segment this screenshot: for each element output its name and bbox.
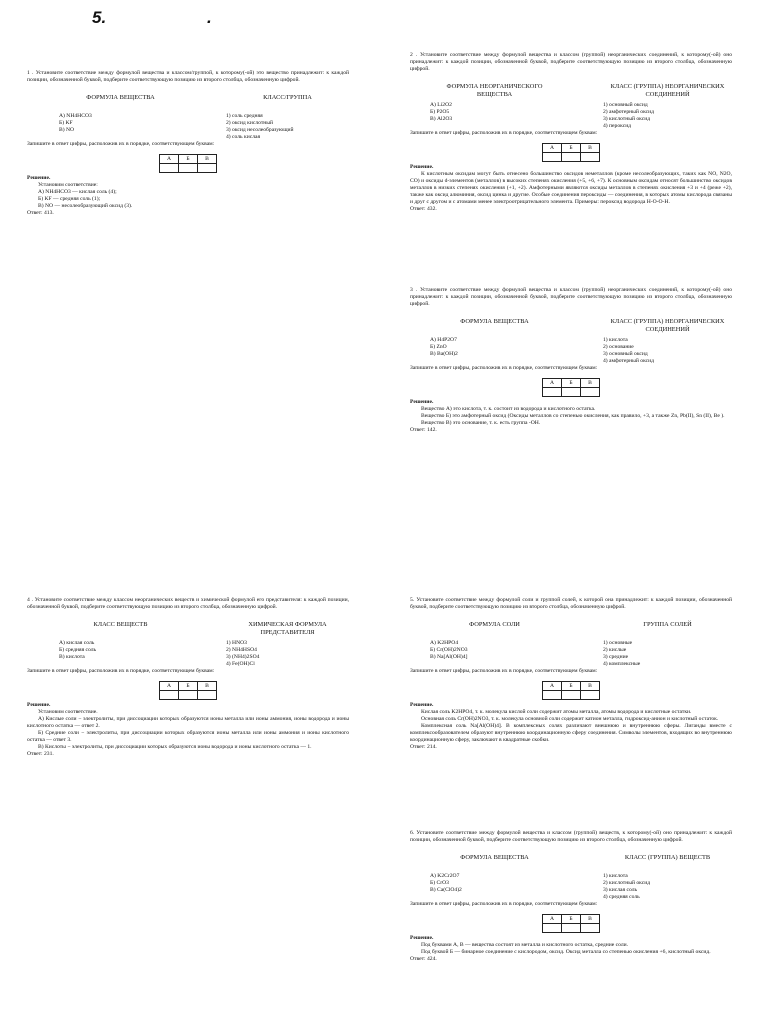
solution-line: А) NH4HCO3 — кислая соль (4); xyxy=(38,189,117,195)
answer-table xyxy=(542,378,600,397)
solution-heading: Решение. xyxy=(410,702,434,708)
answer-line: Ответ: 142. xyxy=(410,427,437,433)
answer-blank-cell xyxy=(581,691,600,700)
answer-letter-cell: Б xyxy=(179,682,198,691)
answer-blank-cell xyxy=(543,691,562,700)
answer-letters-row xyxy=(160,155,217,164)
left-column-heading: ФОРМУЛА ВЕЩЕСТВА xyxy=(460,318,529,325)
answer-blank-cell xyxy=(543,388,562,397)
left-column xyxy=(27,94,182,141)
answer-letters-row xyxy=(543,379,600,388)
answer-input-row xyxy=(160,164,217,173)
left-item: В) Na[Al(OH)4] xyxy=(430,654,468,660)
left-column xyxy=(410,318,559,365)
left-item: Б) ZnO xyxy=(430,344,447,350)
solution-line: К кислотным оксидам могут быть отнесено большинство оксидов неметаллов (кроме несолеобразующих, таких как NO, N2O, CO) и оксиды d-элементов (металлов) в высоких степенях окисления (+5, +6, +7). К основным оксидам относят большинство оксидов металлов в низких степенях окисления (+1, +2). Амфотерными являются оксиды металлов в степенях окисления +3 и +4 (реже +2), также как оксид алюминия, оксид цинка и другие. Особые соединения пероксиды — соединения, в которых атомы кислорода связаны и друг с другом и с атомами менее электроотрицательного элемента. Примеры: пероксид водорода H-O-O-H. xyxy=(410,171,732,205)
answer-blank-cell xyxy=(581,388,600,397)
match-columns xyxy=(410,621,732,668)
right-item: 4) пероксид xyxy=(603,123,632,129)
task-intro: 5. Установите соответствие между формулой соли и группой солей, к которой она принадлежит: к каждой позиции, обозначенной буквой, подберите соответствующую позицию из второго столбца, обозначенную цифрой. xyxy=(410,597,732,610)
answer-letter-cell: В xyxy=(198,682,217,691)
answer-table xyxy=(542,914,600,933)
right-column-heading: КЛАСС (ГРУППА) НЕОРГАНИЧЕСКИХ СОЕДИНЕНИЙ xyxy=(610,318,725,333)
right-item: 3) средние xyxy=(603,654,629,660)
left-item: А) K2HPO4 xyxy=(430,640,459,646)
left-item: А) Li2O2 xyxy=(430,102,452,108)
right-item: 4) Fe(OH)Cl xyxy=(226,661,255,667)
answer-letter-cell: А xyxy=(160,155,179,164)
left-column xyxy=(27,621,182,668)
answer-blank-cell xyxy=(198,691,217,700)
match-columns xyxy=(410,854,732,901)
answer-letters-row xyxy=(543,144,600,153)
left-item: Б) средняя соль xyxy=(59,647,97,653)
solution-line: Б) Средние соли − электролиты, при диссоциации которых образуются ионы металла или ионы аммония и ионы кислотного остатка — ответ 3. xyxy=(27,730,349,743)
right-column xyxy=(182,621,349,668)
left-item: В) Al2O3 xyxy=(430,116,453,122)
answer-input-row xyxy=(543,691,600,700)
solution-line: Вещество А) это кислота, т. к. состоит из водорода и кислотного остатка. xyxy=(421,406,596,412)
task-intro: 6. Установите соответствие между формулой вещества и классом (группой) веществ, к которому(-ой) оно принадлежит: к каждой позиции, обозначенной буквой, подберите соответствующую позицию из второго столбца, обозначенную цифрой. xyxy=(410,830,732,843)
answer-blank-cell xyxy=(581,153,600,162)
instruction: Запишите в ответ цифры, расположив их в порядке, соответствующем буквам: xyxy=(410,901,598,907)
page-number: 5. xyxy=(92,8,107,27)
answer-blank-cell xyxy=(581,924,600,933)
answer-letters-row xyxy=(543,915,600,924)
answer-letter-cell: В xyxy=(581,379,600,388)
right-item: 2) кислотный оксид xyxy=(603,880,651,886)
left-item: А) кислая соль xyxy=(59,640,95,646)
answer-blank-cell xyxy=(160,691,179,700)
left-item: А) H4P2O7 xyxy=(430,337,457,343)
left-column-heading: КЛАСС ВЕЩЕСТВ xyxy=(93,621,148,628)
left-column-heading: ФОРМУЛА ВЕЩЕСТВА xyxy=(460,854,529,861)
answer-letter-cell: А xyxy=(543,682,562,691)
answer-letter-cell: Б xyxy=(562,682,581,691)
solution-line: Основная соль Cr(OH)2NO3, т. к. молекула основной соли содержит катион металла, гидроксид-анион и кислотный остаток. xyxy=(421,716,719,722)
left-column-heading: ФОРМУЛА ВЕЩЕСТВА xyxy=(86,94,155,101)
left-item: В) Ba(OH)2 xyxy=(430,351,458,357)
right-column-heading: КЛАСС (ГРУППА) ВЕЩЕСТВ xyxy=(624,854,711,861)
answer-letters-row xyxy=(543,682,600,691)
solution-line: Установим соответствие. xyxy=(38,709,98,715)
right-item: 1) основные xyxy=(603,640,633,646)
task-6 xyxy=(410,830,732,963)
instruction: Запишите в ответ цифры, расположив их в порядке, соответствующем буквам: xyxy=(410,668,598,674)
solution-heading: Решение. xyxy=(410,935,434,941)
match-columns xyxy=(27,621,349,668)
task-intro: 1 . Установите соответствие между формулой вещества и классом/группой, к которому(-ой) это вещество принадлежит: к каждой позиции, обозначенной буквой, подберите соответствующую позицию из второго столбца, обозначенную цифрой. xyxy=(27,70,349,83)
answer-input-row xyxy=(543,153,600,162)
solution-heading: Решение. xyxy=(27,702,51,708)
task-4 xyxy=(27,597,349,758)
right-column xyxy=(559,318,732,365)
solution-line: Вещество В) это основание, т. к. есть группа -OH. xyxy=(421,420,541,426)
right-item: 1) соль средняя xyxy=(226,113,263,119)
answer-letter-cell: В xyxy=(198,155,217,164)
right-item: 2) кислые xyxy=(603,647,627,653)
answer-blank-cell xyxy=(179,164,198,173)
left-item: В) NO xyxy=(59,127,75,133)
solution-line: Кислая соль K2HPO4, т. к. молекула кислой соли содержит атомы металла, атомы водорода и кислотные остатки. xyxy=(421,709,692,715)
answer-blank-cell xyxy=(198,164,217,173)
right-column xyxy=(559,621,732,668)
solution-line: Установим соответствие: xyxy=(38,182,98,188)
answer-letter-cell: А xyxy=(543,379,562,388)
answer-blank-cell xyxy=(543,924,562,933)
instruction: Запишите в ответ цифры, расположив их в порядке, соответствующем буквам: xyxy=(410,365,598,371)
left-item: Б) CrO3 xyxy=(430,880,449,886)
answer-letter-cell: Б xyxy=(562,144,581,153)
right-item: 4) соль кислая xyxy=(226,134,261,140)
left-column-heading: ФОРМУЛА НЕОРГАНИЧЕСКОГО ВЕЩЕСТВА xyxy=(446,83,543,98)
answer-letter-cell: Б xyxy=(562,915,581,924)
answer-blank-cell xyxy=(160,164,179,173)
match-columns xyxy=(410,83,732,130)
task-intro: 4 . Установите соответствие между классом неорганических веществ и химической формулой его представителя: к каждой позиции, обозначенной буквой, подберите соответствующую позицию из второго столбца, обозначенную цифрой. xyxy=(27,597,349,610)
instruction: Запишите в ответ цифры, расположив их в порядке, соответствующем буквам: xyxy=(27,668,215,674)
answer-letter-cell: А xyxy=(543,144,562,153)
right-column-heading: ГРУППА СОЛЕЙ xyxy=(643,621,692,628)
answer-letter-cell: Б xyxy=(179,155,198,164)
answer-letter-cell: В xyxy=(581,144,600,153)
left-item: В) кислота xyxy=(59,654,85,660)
solution-line: В) Кислоты − электролиты, при диссоциации которых образуются ионы водорода и ионы кислотного остатка — 1. xyxy=(38,744,312,750)
left-column xyxy=(410,621,559,668)
right-item: 4) комплексные xyxy=(603,661,641,667)
left-item: А) K2Cr2O7 xyxy=(430,873,460,879)
task-1 xyxy=(27,70,349,217)
right-item: 1) основный оксид xyxy=(603,102,648,108)
right-column-heading: КЛАСС (ГРУППА) НЕОРГАНИЧЕСКИХ СОЕДИНЕНИЙ xyxy=(610,83,725,98)
left-column xyxy=(410,854,559,901)
match-columns xyxy=(27,94,349,141)
answer-line: Ответ: 432. xyxy=(410,206,437,212)
answer-table xyxy=(159,154,217,173)
left-item: А) NH4HCO3 xyxy=(59,113,92,119)
answer-letter-cell: А xyxy=(543,915,562,924)
solution-line: Комплексная соль Na[Al(OH)4]. В комплексных солях различают внешнюю и внутреннюю сферы. Лиганды вместе с комплексообразователем образуют внутреннюю координационную сферу соединения. Символы элементов, входящих во внутреннюю координационную сферу, заключают в квадратные скобки. xyxy=(410,723,732,743)
answer-letters-row xyxy=(160,682,217,691)
left-item: Б) Cr(OH)2NO3 xyxy=(430,647,468,653)
right-item: 2) амфотерный оксид xyxy=(603,109,654,115)
right-item: 3) кислая соль xyxy=(603,887,638,893)
answer-input-row xyxy=(543,388,600,397)
right-item: 4) амфотерный оксид xyxy=(603,358,654,364)
right-column-heading: КЛАСС/ГРУППА xyxy=(263,94,312,101)
solution-line: Под буквой Б — бинарное соединение с кислородом, оксид. Оксид металла со степенью окисления +6, кислотный оксид. xyxy=(421,949,711,955)
right-column-heading: ХИМИЧЕСКАЯ ФОРМУЛА ПРЕДСТАВИТЕЛЯ xyxy=(248,621,327,636)
left-column-heading: ФОРМУЛА СОЛИ xyxy=(469,621,520,628)
right-item: 2) основание xyxy=(603,344,634,350)
left-item: Б) P2O5 xyxy=(430,109,450,115)
instruction: Запишите в ответ цифры, расположив их в порядке, соответствующем буквам: xyxy=(410,130,598,136)
left-column xyxy=(410,83,559,130)
right-item: 2) NH4HSO4 xyxy=(226,647,257,653)
answer-line: Ответ: 413. xyxy=(27,210,54,216)
solution-line: В) NO — несолеобразующий оксид (3). xyxy=(38,203,133,209)
right-item: 1) кислота xyxy=(603,337,628,343)
answer-letter-cell: В xyxy=(581,682,600,691)
solution-heading: Решение. xyxy=(410,399,434,405)
task-2 xyxy=(410,52,732,213)
answer-letter-cell: А xyxy=(160,682,179,691)
answer-line: Ответ: 424. xyxy=(410,956,437,962)
answer-blank-cell xyxy=(179,691,198,700)
right-column xyxy=(559,83,732,130)
answer-input-row xyxy=(543,924,600,933)
right-item: 3) (NH4)2SO4 xyxy=(226,654,260,660)
answer-letter-cell: В xyxy=(581,915,600,924)
answer-line: Ответ: 214. xyxy=(410,744,437,750)
left-item: В) Ca(ClO4)2 xyxy=(430,887,462,893)
task-5 xyxy=(410,597,732,751)
match-columns xyxy=(410,318,732,365)
answer-blank-cell xyxy=(562,153,581,162)
solution-heading: Решение. xyxy=(27,175,51,181)
answer-blank-cell xyxy=(562,388,581,397)
answer-blank-cell xyxy=(543,153,562,162)
solution-line: Б) KF — средняя соль (1); xyxy=(38,196,101,202)
right-item: 3) основный оксид xyxy=(603,351,648,357)
solution-line: Вещество Б) это амфотерный оксид (Оксиды металлов со степенью окисления, как правило, +3, а также Zn, Pb(II), Sn (II), Be ). xyxy=(421,413,725,419)
answer-letter-cell: Б xyxy=(562,379,581,388)
right-item: 1) HNO3 xyxy=(226,640,247,646)
page-header xyxy=(92,8,212,28)
left-item: Б) KF xyxy=(59,120,73,126)
task-3 xyxy=(410,287,732,434)
answer-table xyxy=(159,681,217,700)
right-item: 3) кислотный оксид xyxy=(603,116,651,122)
instruction: Запишите в ответ цифры, расположив их в порядке, соответствующем буквам: xyxy=(27,141,215,147)
task-intro: 2 . Установите соответствие между формулой вещества и классом (группой) неорганических соединений, к которому(-ой) оно принадлежит: к каждой позиции, обозначенной буквой, подберите соответствующую позицию из второго столбца, обозначенную цифрой. xyxy=(410,52,732,72)
right-item: 4) средняя соль xyxy=(603,894,640,900)
header-dot: . xyxy=(207,8,212,27)
right-item: 3) оксид несолеобразующий xyxy=(226,127,294,133)
answer-input-row xyxy=(160,691,217,700)
task-intro: 3 . Установите соответствие между формулой вещества и классом (группой) неорганических соединений, к которому(-ой) оно принадлежит: к каждой позиции, обозначенной буквой, подберите соответствующую позицию из второго столбца, обозначенную цифрой. xyxy=(410,287,732,307)
solution-heading: Решение. xyxy=(410,164,434,170)
right-item: 1) кислота xyxy=(603,873,628,879)
solution-line: А) Кислые соли − электролиты, при диссоциации которых образуются ионы металла или ионы аммония, ионы водорода и ионы кислотного остатка — ответ 2. xyxy=(27,716,349,729)
answer-blank-cell xyxy=(562,691,581,700)
solution-line: Под буквами А, В — вещества состоят из металла и кислотного остатка, средние соли. xyxy=(421,942,629,948)
right-column xyxy=(182,94,349,141)
answer-table xyxy=(542,681,600,700)
answer-blank-cell xyxy=(562,924,581,933)
answer-table xyxy=(542,143,600,162)
right-column xyxy=(559,854,732,901)
answer-line: Ответ: 231. xyxy=(27,751,54,757)
right-item: 2) оксид кислотный xyxy=(226,120,274,126)
